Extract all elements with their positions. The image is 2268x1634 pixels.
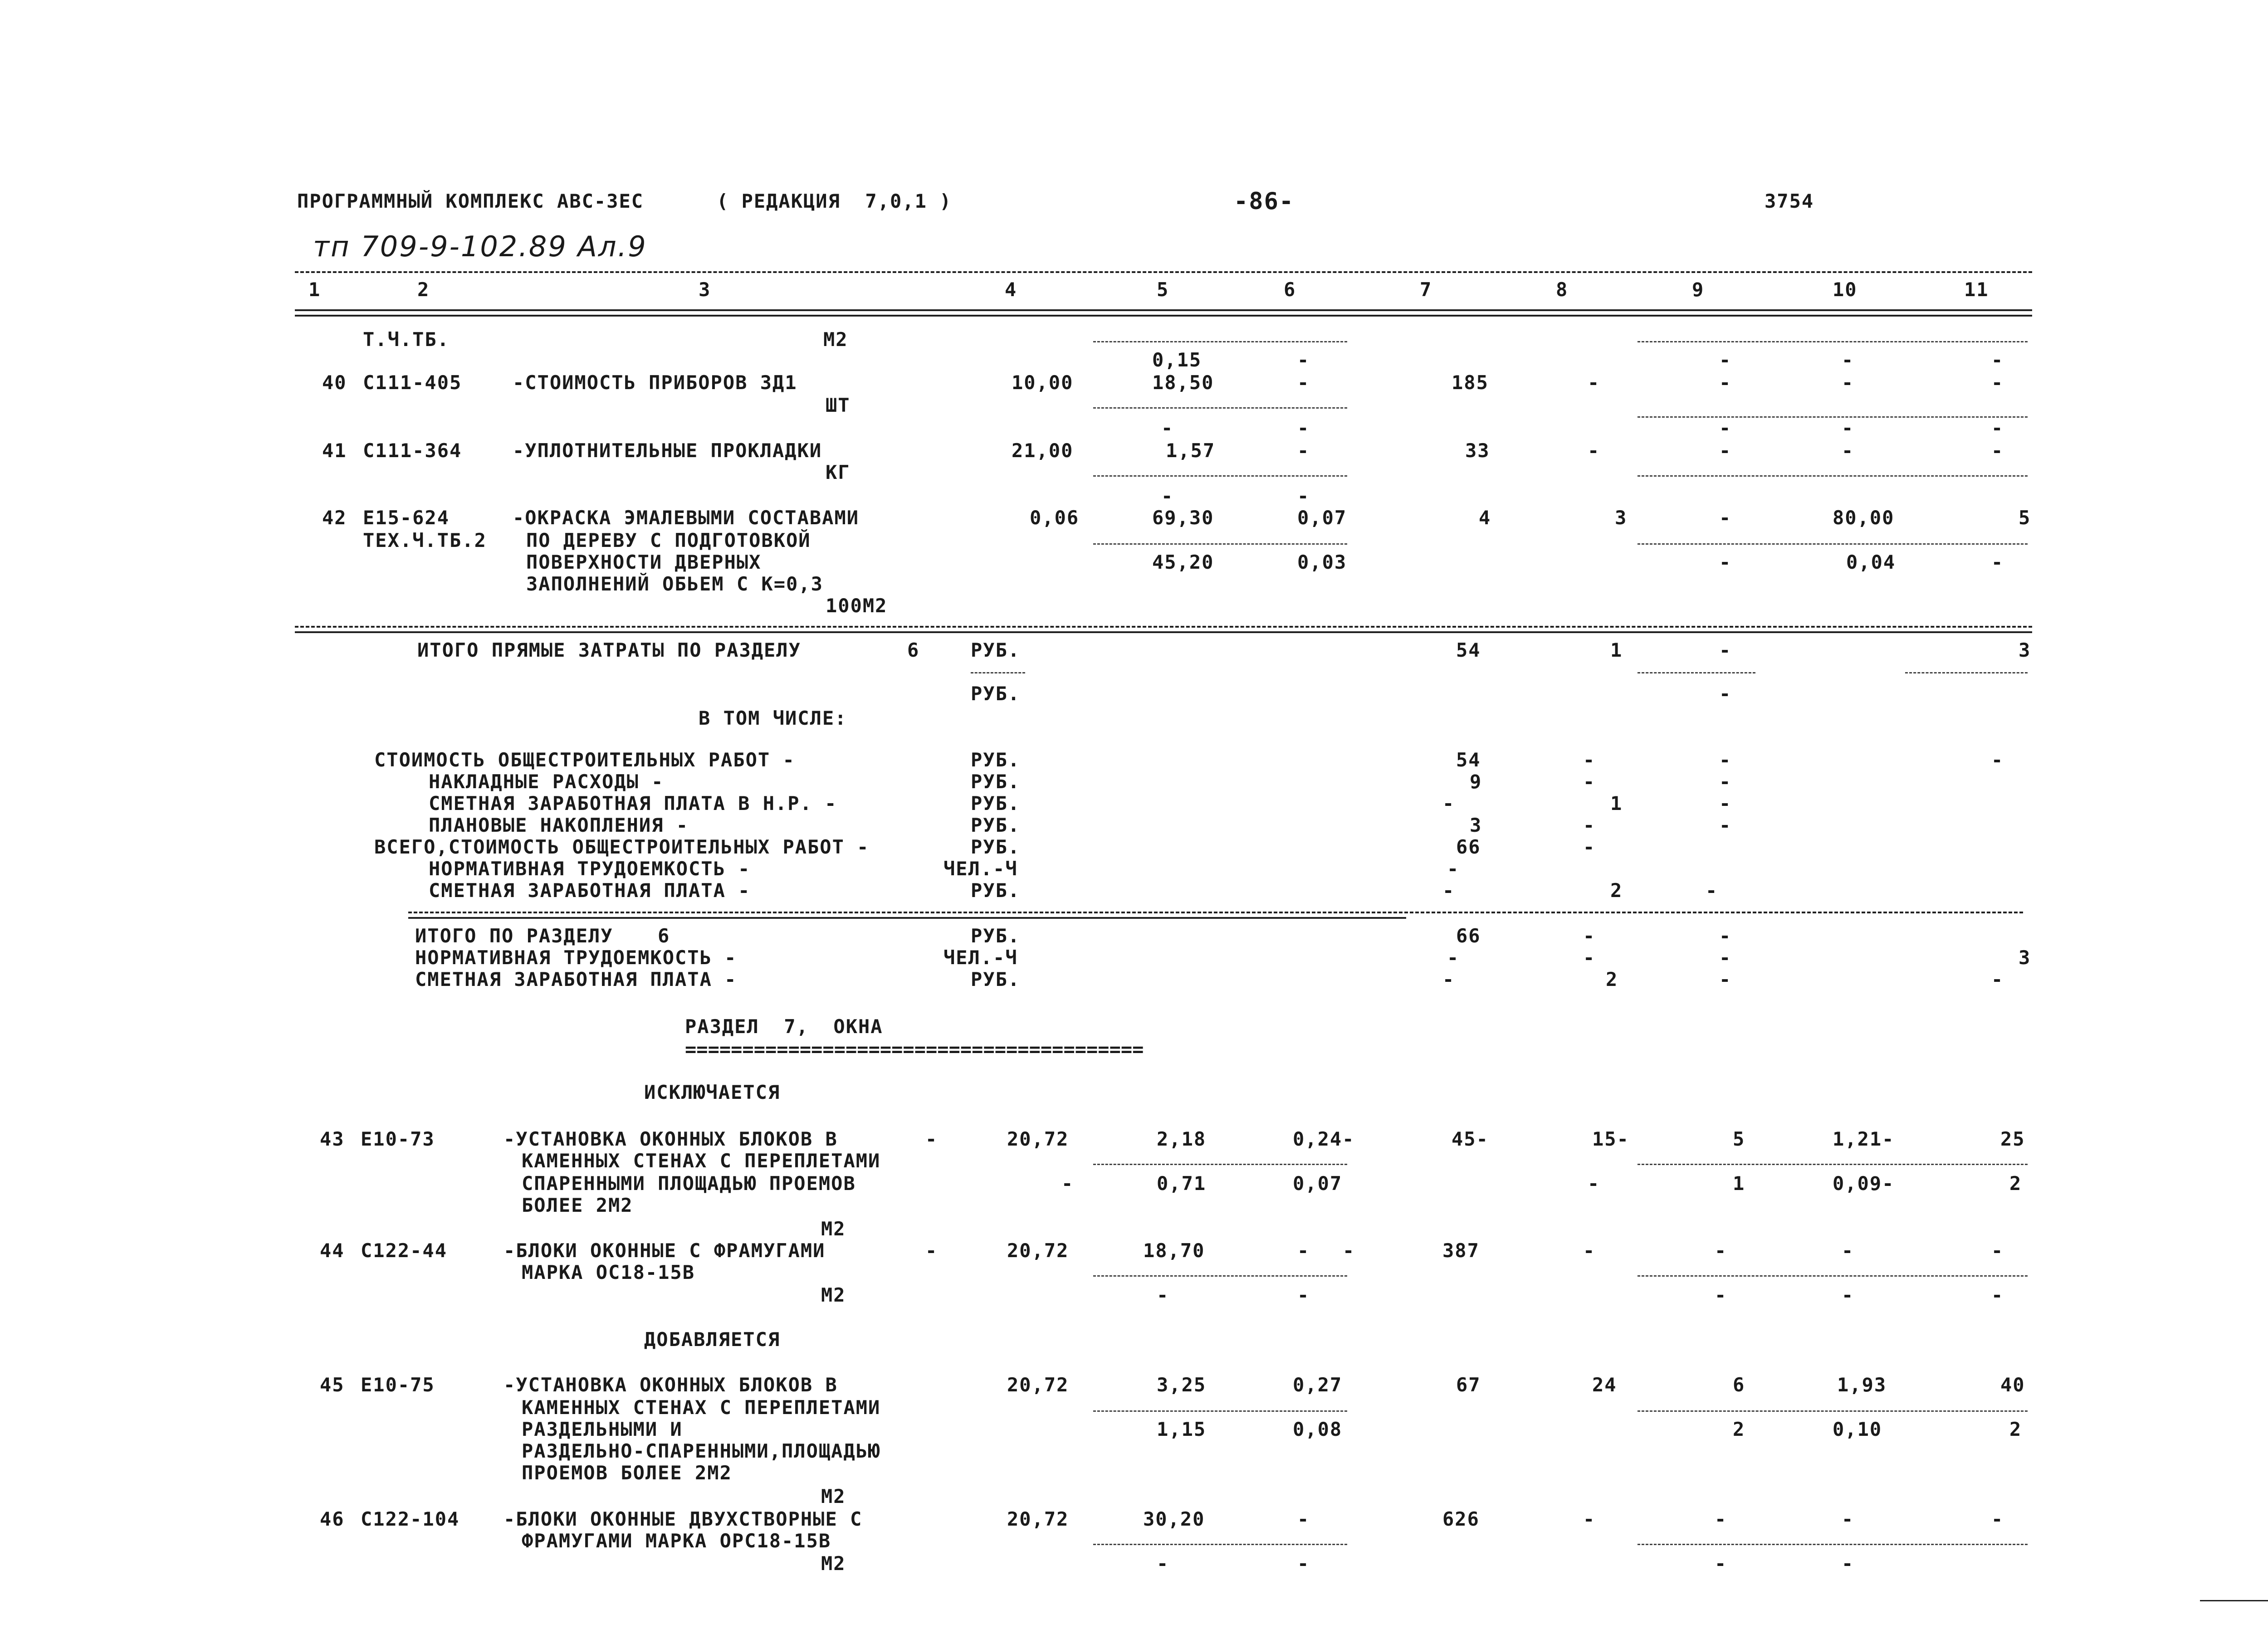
header-top-rule [295,271,2032,273]
section-7-title: РАЗДЕЛ 7, ОКНА [685,1015,883,1038]
row-45-c6-2: 0,08 [1293,1418,1343,1440]
row-45-c6: 0,27 [1293,1374,1343,1396]
dash: - [1447,858,1460,880]
row-42-c10: 80,00 [1833,507,1895,529]
wage-overhead-label: СМЕТНАЯ ЗАРАБОТНАЯ ПЛАТА В Н.Р. - [429,792,837,815]
row-41-total: 33 [1465,439,1490,462]
dash: - [1991,968,2004,990]
row-41-unit: КГ [826,461,850,483]
general-cost-value: 54 [1456,749,1481,771]
row-43-price: 2,18 [1157,1128,1207,1150]
rub-label: РУБ. [971,814,1021,836]
dash: - [1719,551,1732,573]
row-46-name-1: -БЛОКИ ОКОННЫЕ ДВУХСТВОРНЫЕ С [503,1508,863,1530]
row-43-c6-2: 0,07 [1293,1172,1343,1195]
dash: - [1297,349,1310,371]
row-43-name-1: -УСТАНОВКА ОКОННЫХ БЛОКОВ В [503,1128,838,1150]
row-42-c6: 0,07 [1297,507,1347,529]
dash: - [1991,551,2004,573]
planned-value: 3 [1470,814,1482,836]
cell-rule [1637,341,2028,342]
added-heading: ДОБАВЛЯЕТСЯ [644,1328,781,1351]
dash: - [1297,417,1310,439]
direct-costs-label: ИТОГО ПРЯМЫЕ ЗАТРАТЫ ПО РАЗДЕЛУ [417,639,801,661]
dash: - [1719,792,1732,815]
cell-rule [1637,672,1755,673]
dash: - [1157,1552,1169,1575]
row-42-c8: 3 [1615,507,1628,529]
row-45-c9: 6 [1733,1374,1745,1396]
program-name: ПРОГРАММНЫЙ КОМПЛЕКС АВС-3ЕС [297,190,644,212]
including-label: В ТОМ ЧИСЛЕ: [699,707,847,729]
cell-rule [1637,1275,2028,1277]
wage-value: 2 [1610,879,1623,902]
cell-rule [1637,475,2028,477]
dash: - [1583,1508,1596,1530]
dash: - [1715,1239,1727,1262]
manhours-label: ЧЕЛ.-Ч [943,858,1018,880]
dash: - [1583,925,1596,947]
dash: - [1061,1172,1074,1195]
dash: - [1157,1284,1169,1306]
row-46-qty: 20,72 [1007,1508,1069,1530]
row-cont-label: Т.Ч.ТБ. [363,328,450,351]
dash: - [1842,349,1854,371]
cell-rule [1637,1544,2028,1545]
row-45-c11: 40 [2000,1374,2025,1396]
row-46-code: С122-104 [361,1508,460,1530]
dash: - [1588,439,1600,462]
cell-rule [971,672,1025,673]
dash: - [1583,749,1596,771]
col-8: 8 [1556,278,1569,301]
col-3: 3 [699,278,711,301]
general-cost-label: СТОИМОСТЬ ОБЩЕСТРОИТЕЛЬНЫХ РАБОТ - [374,749,795,771]
total-general-label: ВСЕГО,СТОИМОСТЬ ОБЩЕСТРОИТЕЛЬНЫХ РАБОТ - [374,836,870,858]
rub-label: РУБ. [971,925,1021,947]
row-44-code: С122-44 [361,1239,448,1262]
row-42-name-1: -ОКРАСКА ЭМАЛЕВЫМИ СОСТАВАМИ [513,507,860,529]
row-43-c8: 15- [1592,1128,1629,1150]
direct-c8: 1 [1610,639,1623,661]
row-41-name: -УПЛОТНИТЕЛЬНЫЕ ПРОКЛАДКИ [513,439,822,462]
dash: - [1297,485,1310,507]
row-40-qty: 10,00 [1012,371,1074,394]
dash: - [1991,1284,2004,1306]
row-43-c9: 5 [1733,1128,1745,1150]
dash: - [1442,879,1455,902]
dash: - [1991,1239,2004,1262]
row-43-code: Е10-73 [361,1128,435,1150]
planned-label: ПЛАНОВЫЕ НАКОПЛЕНИЯ - [429,814,689,836]
row-42-price-2: 45,20 [1152,551,1214,573]
rub-label: РУБ. [971,749,1021,771]
dash: - [1991,439,2004,462]
rub-label: РУБ. [971,879,1021,902]
total-general-value: 66 [1456,836,1481,858]
row-46-name-2: ФРАМУГАМИ МАРКА ОРС18-15В [522,1530,831,1552]
cell-rule [1093,1275,1347,1277]
page-number: -86- [1234,188,1295,215]
manhours-label: ЧЕЛ.-Ч [943,946,1018,969]
row-cont-unit: М2 [823,328,848,351]
dash: - [1991,1508,2004,1530]
dash: - [1842,371,1854,394]
row-43-c10: 1,21- [1833,1128,1895,1150]
rub-label: РУБ. [971,968,1021,990]
row-45-name-3: РАЗДЕЛЬНЫМИ И [522,1418,683,1440]
dash: - [1719,683,1732,705]
dash: - [1161,417,1174,439]
dash: - [925,1128,938,1150]
row-44-total: 387 [1442,1239,1480,1262]
row-42-qty: 0,06 [1030,507,1080,529]
dash: - [1297,1552,1310,1575]
dash: - [1297,439,1310,462]
row-42-code: Е15-624 [363,507,450,529]
col-5: 5 [1157,278,1169,301]
direct-c11: 3 [2019,639,2031,661]
row-45-name-1: -УСТАНОВКА ОКОННЫХ БЛОКОВ В [503,1374,838,1396]
wage-overhead-value: 1 [1610,792,1623,815]
dash: - [1842,439,1854,462]
row-42-price: 69,30 [1152,507,1214,529]
section-total-rule [408,912,2023,913]
dash: - [1442,792,1455,815]
row-44-name-2: МАРКА ОС18-15В [522,1261,695,1283]
dash: - [1715,1508,1727,1530]
row-42-c10-2: 0,04 [1846,551,1896,573]
row-46-total: 626 [1442,1508,1480,1530]
dash: - [1583,836,1596,858]
row-41-qty: 21,00 [1012,439,1074,462]
row-45-c11-2: 2 [2009,1418,2022,1440]
row-45-qty: 20,72 [1007,1374,1069,1396]
dash: - [1719,749,1732,771]
row-43-unit: М2 [821,1218,846,1240]
dash: - [1719,439,1732,462]
cell-rule [1637,1410,2028,1412]
row-42-name-4: ЗАПОЛНЕНИЙ ОБЬЕМ С К=0,3 [526,573,823,595]
row-46-number: 46 [320,1508,345,1530]
dash: - [1442,968,1455,990]
row-43-name-2: КАМЕННЫХ СТЕНАХ С ПЕРЕПЛЕТАМИ [522,1150,881,1172]
cell-rule [1093,1410,1347,1412]
row-44-name-1: -БЛОКИ ОКОННЫЕ С ФРАМУГАМИ [503,1239,826,1262]
row-42-c6-2: 0,03 [1297,551,1347,573]
overhead-label: НАКЛАДНЫЕ РАСХОДЫ - [429,771,664,793]
row-40-unit: ШТ [826,394,850,416]
row-41-code: С111-364 [363,439,462,462]
col-6: 6 [1284,278,1296,301]
row-42-name-3: ПОВЕРХНОСТИ ДВЕРНЫХ [526,551,762,573]
overhead-value: 9 [1470,771,1482,793]
col-10: 10 [1833,278,1857,301]
dash: - [1297,371,1310,394]
header-bottom-rule-2 [295,315,2032,317]
dash: - [1991,749,2004,771]
row-41-price: 1,57 [1166,439,1216,462]
dash: - [1588,371,1600,394]
row-40-name: -СТОИМОСТЬ ПРИБОРОВ ЗД1 [513,371,797,394]
rub-label: РУБ. [971,639,1021,661]
dash: - [1297,1239,1310,1262]
row-43-c9-2: 1 [1733,1172,1745,1195]
dash: - [1719,507,1732,529]
cell-rule [1093,1164,1347,1165]
row-43-qty: 20,72 [1007,1128,1069,1150]
cell-rule [1093,475,1347,477]
cell-rule [1905,672,2028,673]
dash: - [1715,1552,1727,1575]
wage-label: СМЕТНАЯ ЗАРАБОТНАЯ ПЛАТА - [429,879,751,902]
row-43-name-3: СПАРЕННЫМИ ПЛОЩАДЬЮ ПРОЕМОВ [522,1172,856,1195]
dash: - [1715,1284,1727,1306]
cell-rule [1637,543,2028,545]
cell-rule [1093,341,1347,342]
column-header-row [295,279,2032,302]
dash: - [1842,1239,1854,1262]
dash: - [1991,349,2004,371]
section-total-number: 6 [658,925,670,947]
rub-label: РУБ. [971,683,1021,705]
document-code: 3754 [1765,190,1814,212]
row-44-qty: 20,72 [1007,1239,1069,1262]
row-44-price: 18,70 [1143,1239,1205,1262]
row-45-c9-2: 2 [1733,1418,1745,1440]
cell-rule [1637,1164,2028,1165]
col-7: 7 [1420,278,1432,301]
dash: - [1583,814,1596,836]
section-rule-2 [295,631,2032,633]
col-9: 9 [1692,278,1705,301]
row-43-c11-2: 2 [2009,1172,2022,1195]
row-45-price: 3,25 [1157,1374,1207,1396]
excluded-heading: ИСКЛЮЧАЕТСЯ [644,1081,781,1103]
dash: - [1842,1552,1854,1575]
dash: - [1719,814,1732,836]
row-45-total: 67 [1456,1374,1481,1396]
dash: - [1719,349,1732,371]
row-42-name-2: ПО ДЕРЕВУ С ПОДГОТОВКОЙ [526,529,811,551]
rub-label: РУБ. [971,771,1021,793]
row-40-total: 185 [1452,371,1489,394]
edition: ( РЕДАКЦИЯ 7,0,1 ) [717,190,952,212]
dash: - [1719,771,1732,793]
row-45-name-4: РАЗДЕЛЬНО-СПАРЕННЫМИ,ПЛОЩАДЬЮ [522,1440,881,1462]
doc-reference: тп 709-9-102.89 Ал.9 [313,230,647,263]
dash: - [1161,485,1174,507]
row-45-name-2: КАМЕННЫХ СТЕНАХ С ПЕРЕПЛЕТАМИ [522,1396,881,1419]
labor-label: НОРМАТИВНАЯ ТРУДОЕМКОСТЬ - [429,858,751,880]
section-7-underline: ======================================== [685,1038,1144,1060]
row-44-number: 44 [320,1239,345,1262]
dash: - [1719,968,1732,990]
row-42-total: 4 [1479,507,1491,529]
col-11: 11 [1964,278,1989,301]
header-bottom-rule [295,309,2032,311]
dash: - [1447,946,1460,969]
dash: - [1719,946,1732,969]
row-40-code: С111-405 [363,371,462,394]
row-43-name-4: БОЛЕЕ 2М2 [522,1194,633,1216]
dash: - [1297,1508,1310,1530]
row-45-unit: М2 [821,1485,846,1507]
row-42-code-2: ТЕХ.Ч.ТБ.2 [363,529,487,551]
direct-c7: 54 [1456,639,1481,661]
dash: - [1706,879,1718,902]
dash: - [1719,371,1732,394]
row-45-code: Е10-75 [361,1374,435,1396]
dash: - [1583,1239,1596,1262]
row-43-c6: 0,24- [1293,1128,1355,1150]
section-wage-value: 2 [1606,968,1618,990]
col-1: 1 [308,278,321,301]
row-45-price-2: 1,15 [1157,1418,1207,1440]
dash: - [925,1239,938,1262]
section-labor-label: НОРМАТИВНАЯ ТРУДОЕМКОСТЬ - [415,946,737,969]
col-2: 2 [417,278,430,301]
row-42-c11: 5 [2019,507,2031,529]
row-43-total: 45- [1452,1128,1489,1150]
col-4: 4 [1005,278,1017,301]
section-wage-label: СМЕТНАЯ ЗАРАБОТНАЯ ПЛАТА - [415,968,737,990]
row-45-c8: 24 [1592,1374,1617,1396]
section-rule [295,626,2032,628]
section-total-rule-2 [408,917,1406,919]
row-41-number: 41 [322,439,347,462]
row-45-c10-2: 0,10 [1833,1418,1882,1440]
row-45-c10: 1,93 [1837,1374,1887,1396]
row-45-name-5: ПРОЕМОВ БОЛЕЕ 2М2 [522,1462,732,1484]
dash: - [1583,771,1596,793]
direct-costs-section: 6 [907,639,920,661]
row-46-price: 30,20 [1143,1508,1205,1530]
dash: - [1583,946,1596,969]
row-42-number: 42 [322,507,347,529]
row-43-price-2: 0,71 [1157,1172,1207,1195]
rub-label: РУБ. [971,792,1021,815]
row-44-unit: М2 [821,1284,846,1306]
dash: - [1297,1284,1310,1306]
row-43-c10-2: 0,09- [1833,1172,1895,1195]
row-40-number: 40 [322,371,347,394]
cell-rule [1093,1544,1347,1545]
row-46-unit: М2 [821,1552,846,1575]
dash: - [1842,1508,1854,1530]
rub-label: РУБ. [971,836,1021,858]
dash: - [1719,417,1732,439]
cell-rule [1093,543,1347,545]
dash: - [1719,925,1732,947]
section-total-label: ИТОГО ПО РАЗДЕЛУ [415,925,613,947]
row-43-c11: 25 [2000,1128,2025,1150]
dash: - [1991,371,2004,394]
row-40-price: 18,50 [1152,371,1214,394]
row-43-number: 43 [320,1128,345,1150]
row-cont-c5: 0,15 [1152,349,1202,371]
dash: - [1343,1239,1355,1262]
cell-rule [1093,407,1347,409]
section-labor-value: 3 [2019,946,2031,969]
row-42-unit: 100М2 [826,595,888,617]
dash: - [1991,417,2004,439]
row-45-number: 45 [320,1374,345,1396]
dash: - [1842,1284,1854,1306]
dash: - [1719,639,1732,661]
margin-mark [2200,1600,2268,1601]
dash: - [1588,1172,1600,1195]
cell-rule [1637,416,2028,418]
section-total-value: 66 [1456,925,1481,947]
dash: - [1842,417,1854,439]
